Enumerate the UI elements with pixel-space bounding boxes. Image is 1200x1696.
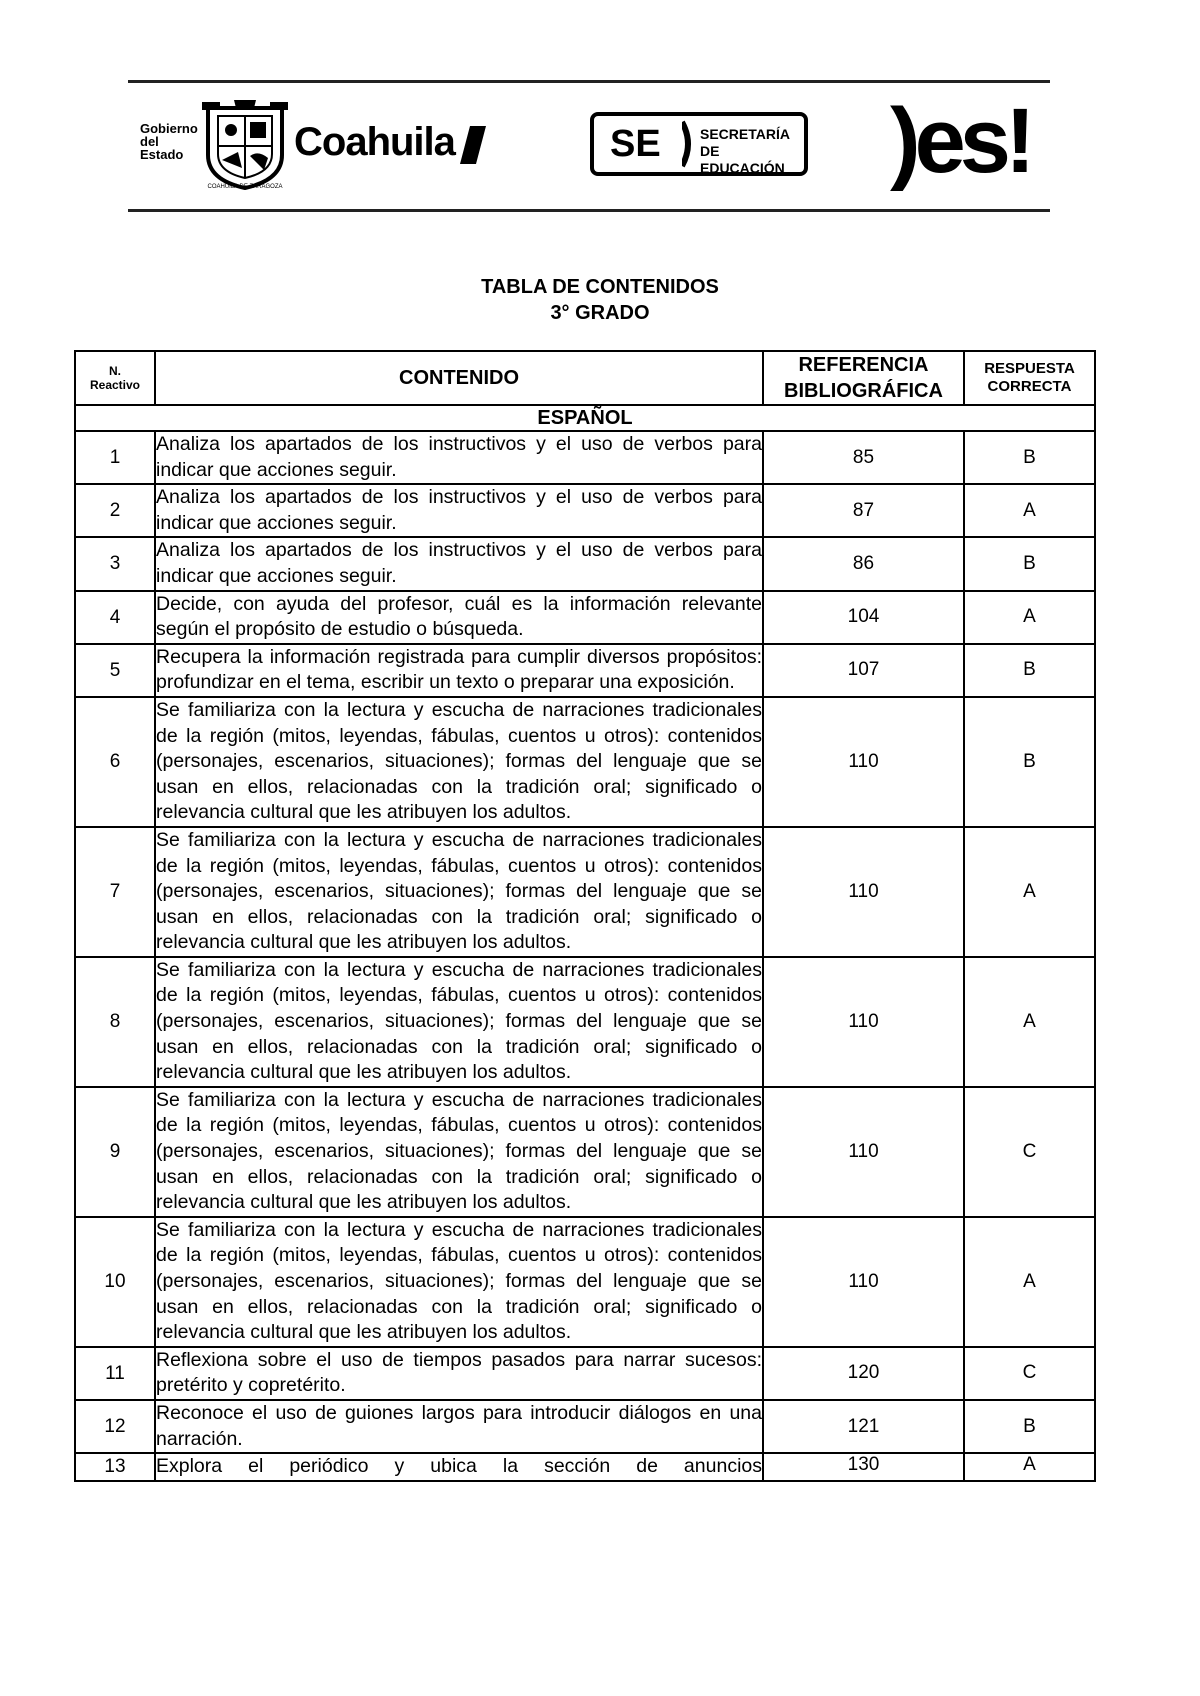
respuesta-correcta: A	[964, 1453, 1095, 1481]
table-row	[75, 1347, 1095, 1400]
table-row	[75, 591, 1095, 644]
contenido-text: Reflexiona sobre el uso de tiempos pasados para narrar sucesos: pretérito y copretérito.	[155, 1347, 763, 1400]
contenido-text: Analiza los apartados de los instructivos y el uso de verbos para indicar que acciones seguir.	[155, 431, 763, 484]
gobierno-estado-logo-text	[140, 121, 198, 162]
respuesta-correcta: B	[964, 697, 1095, 827]
referencia-page: 86	[763, 537, 964, 590]
es-mark: )es!	[890, 96, 1030, 192]
referencia-page: 120	[763, 1347, 964, 1400]
header-contenido: CONTENIDO	[155, 351, 763, 405]
reactivo-number: 12	[75, 1400, 155, 1453]
table-row	[75, 644, 1095, 697]
reactivo-number: 8	[75, 957, 155, 1087]
referencia-page: 87	[763, 484, 964, 537]
section-title: ESPAÑOL	[75, 405, 1095, 431]
referencia-page: 110	[763, 697, 964, 827]
se-bracket-icon	[682, 120, 692, 168]
coahuila-shield-icon	[198, 100, 292, 190]
coahuila-slash-icon	[460, 126, 486, 164]
table-row	[75, 827, 1095, 957]
reactivo-number: 5	[75, 644, 155, 697]
contenido-text: Analiza los apartados de los instructivos y el uso de verbos para indicar que acciones seguir.	[155, 537, 763, 590]
reactivo-number: 4	[75, 591, 155, 644]
table-row	[75, 484, 1095, 537]
contenido-text: Se familiariza con la lectura y escucha de narraciones tradicionales de la región (mitos, leyendas, fábulas, cuentos u otros): contenidos (personajes, escenarios, situaciones); formas del lenguaje que se usan en ellos, relacionadas con la tradición oral; significado o relevancia cultural que les atribuyen los adultos.	[155, 697, 763, 827]
reactivo-number: 10	[75, 1217, 155, 1347]
se-subtitle-line-1: SECRETARÍA	[700, 126, 790, 142]
reactivo-number: 3	[75, 537, 155, 590]
header-top-rule	[128, 80, 1050, 83]
header-referencia	[763, 351, 964, 405]
header-reactivo	[75, 351, 155, 405]
gobierno-line-1: Gobierno	[140, 121, 198, 136]
se-subtitle	[700, 126, 804, 177]
referencia-page: 130	[763, 1453, 964, 1481]
contenido-text: Se familiariza con la lectura y escucha de narraciones tradicionales de la región (mitos, leyendas, fábulas, cuentos u otros): contenidos (personajes, escenarios, situaciones); formas del lenguaje que se usan en ellos, relacionadas con la tradición oral; significado o relevancia cultural que les atribuyen los adultos.	[155, 1217, 763, 1347]
reactivo-number: 1	[75, 431, 155, 484]
respuesta-correcta: C	[964, 1347, 1095, 1400]
table-row	[75, 1217, 1095, 1347]
header-bottom-rule	[128, 209, 1050, 212]
contenido-text: Explora el periódico y ubica la sección de anuncios	[155, 1453, 763, 1481]
contenido-text: Se familiariza con la lectura y escucha de narraciones tradicionales de la región (mitos, leyendas, fábulas, cuentos u otros): contenidos (personajes, escenarios, situaciones); formas del lenguaje que se usan en ellos, relacionadas con la tradición oral; significado o relevancia cultural que les atribuyen los adultos.	[155, 827, 763, 957]
header-referencia-line-2: BIBLIOGRÁFICA	[784, 380, 943, 402]
se-subtitle-line-2: DE EDUCACIÓN	[700, 143, 785, 176]
header-reactivo-line-1: N.	[109, 364, 121, 378]
table-row	[75, 957, 1095, 1087]
coahuila-wordmark: Coahuila	[294, 120, 455, 164]
referencia-page: 110	[763, 1217, 964, 1347]
contenido-text: Se familiariza con la lectura y escucha de narraciones tradicionales de la región (mitos, leyendas, fábulas, cuentos u otros): contenidos (personajes, escenarios, situaciones); formas del lenguaje que se usan en ellos, relacionadas con la tradición oral; significado o relevancia cultural que les atribuyen los adultos.	[155, 1087, 763, 1217]
gobierno-line-2: del Estado	[140, 134, 184, 162]
section-row	[75, 405, 1095, 431]
reactivo-number: 6	[75, 697, 155, 827]
secretaria-educacion-logo	[590, 112, 808, 176]
reactivo-number: 9	[75, 1087, 155, 1217]
table-row	[75, 431, 1095, 484]
reactivo-number: 7	[75, 827, 155, 957]
table-header-row	[75, 351, 1095, 405]
contenido-text: Se familiariza con la lectura y escucha de narraciones tradicionales de la región (mitos, leyendas, fábulas, cuentos u otros): contenidos (personajes, escenarios, situaciones); formas del lenguaje que se usan en ellos, relacionadas con la tradición oral; significado o relevancia cultural que les atribuyen los adultos.	[155, 957, 763, 1087]
referencia-page: 110	[763, 957, 964, 1087]
shield-motto: COAHUILA DE ZARAGOZA	[207, 184, 283, 190]
referencia-page: 107	[763, 644, 964, 697]
respuesta-correcta: B	[964, 537, 1095, 590]
header-referencia-line-1: REFERENCIA	[798, 354, 929, 376]
table-row	[75, 1453, 1095, 1481]
header-respuesta	[964, 351, 1095, 405]
table-row	[75, 537, 1095, 590]
se-mark: SE	[610, 123, 661, 165]
table-row	[75, 697, 1095, 827]
es-brand-logo	[890, 96, 1040, 192]
respuesta-correcta: A	[964, 591, 1095, 644]
respuesta-correcta: B	[964, 644, 1095, 697]
respuesta-correcta: A	[964, 827, 1095, 957]
referencia-page: 110	[763, 1087, 964, 1217]
contenido-text: Reconoce el uso de guiones largos para introducir diálogos en una narración.	[155, 1400, 763, 1453]
header-reactivo-line-2: Reactivo	[89, 378, 141, 392]
referencia-page: 85	[763, 431, 964, 484]
respuesta-correcta: B	[964, 431, 1095, 484]
referencia-page: 104	[763, 591, 964, 644]
page-title: TABLA DE CONTENIDOS	[481, 276, 719, 298]
reactivo-number: 11	[75, 1347, 155, 1400]
table-row	[75, 1400, 1095, 1453]
contents-table	[74, 350, 1096, 1482]
contenido-text: Decide, con ayuda del profesor, cuál es la información relevante según el propósito de estudio o búsqueda.	[155, 591, 763, 644]
referencia-page: 121	[763, 1400, 964, 1453]
reactivo-number: 13	[75, 1453, 155, 1481]
respuesta-correcta: A	[964, 484, 1095, 537]
page-subtitle: 3° GRADO	[550, 302, 650, 324]
respuesta-correcta: C	[964, 1087, 1095, 1217]
reactivo-number: 2	[75, 484, 155, 537]
respuesta-correcta: A	[964, 957, 1095, 1087]
contenido-text: Recupera la información registrada para cumplir diversos propósitos: profundizar en el tema, escribir un texto o preparar una exposición.	[155, 644, 763, 697]
respuesta-correcta: A	[964, 1217, 1095, 1347]
table-row	[75, 1087, 1095, 1217]
respuesta-correcta: B	[964, 1400, 1095, 1453]
contenido-text: Analiza los apartados de los instructivos y el uso de verbos para indicar que acciones seguir.	[155, 484, 763, 537]
header-respuesta-line-1: RESPUESTA	[984, 360, 1075, 377]
referencia-page: 110	[763, 827, 964, 957]
header-respuesta-line-2: CORRECTA	[987, 378, 1072, 395]
